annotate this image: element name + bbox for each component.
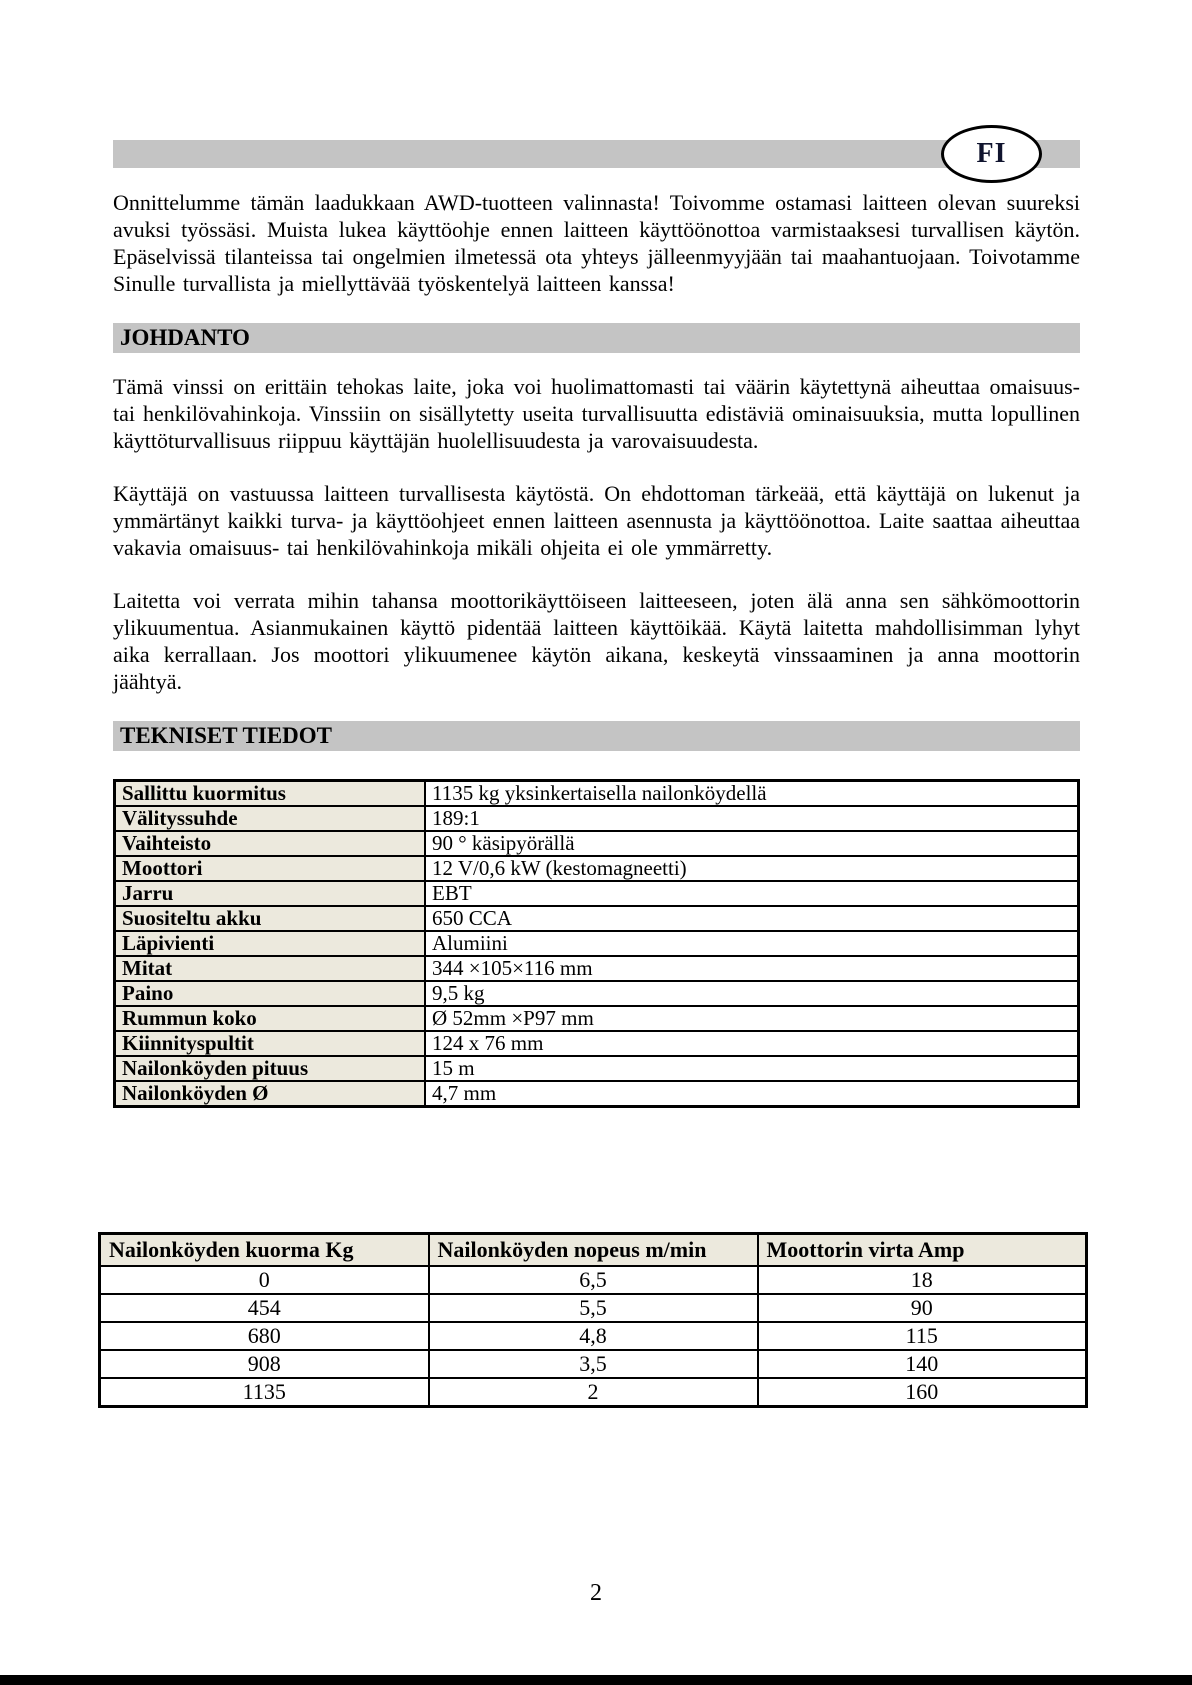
language-badge	[941, 125, 1042, 183]
technical-specs-body	[115, 781, 1079, 1107]
rope-load-cell: 908	[100, 1350, 429, 1378]
language-badge-label: FI	[976, 138, 1007, 169]
performance-header-cell: Moottorin virta Amp	[758, 1234, 1087, 1267]
performance-table-head	[100, 1234, 1087, 1267]
spec-label-cell: Nailonköyden Ø	[115, 1081, 426, 1107]
spec-label-cell: Rummun koko	[115, 1006, 426, 1031]
performance-table-body	[100, 1266, 1087, 1407]
technical-specs-table	[113, 779, 1080, 1108]
motor-current-cell: 115	[758, 1322, 1087, 1350]
performance-data-row	[100, 1266, 1087, 1294]
spec-value-cell: 90 ° käsipyörällä	[425, 831, 1079, 856]
performance-data-row	[100, 1322, 1087, 1350]
rope-speed-cell: 3,5	[429, 1350, 758, 1378]
spec-label-cell: Kiinnityspultit	[115, 1031, 426, 1056]
rope-load-cell: 680	[100, 1322, 429, 1350]
motor-current-cell: 160	[758, 1378, 1087, 1407]
spec-label-cell: Vaihteisto	[115, 831, 426, 856]
page-number: 2	[590, 1580, 602, 1606]
spec-value-cell: 650 CCA	[425, 906, 1079, 931]
spec-value-cell: Alumiini	[425, 931, 1079, 956]
spec-value-cell: Ø 52mm ×P97 mm	[425, 1006, 1079, 1031]
motor-current-cell: 90	[758, 1294, 1087, 1322]
spec-label-cell: Välityssuhde	[115, 806, 426, 831]
section-heading-johdanto: JOHDANTO	[113, 323, 1080, 353]
spec-row	[115, 781, 1079, 807]
spec-value-cell: 9,5 kg	[425, 981, 1079, 1006]
rope-speed-cell: 6,5	[429, 1266, 758, 1294]
spec-row	[115, 981, 1079, 1006]
spec-row	[115, 906, 1079, 931]
section-heading-tekniset-tiedot: TEKNISET TIEDOT	[113, 721, 1080, 751]
spec-value-cell: 189:1	[425, 806, 1079, 831]
motor-current-cell: 18	[758, 1266, 1087, 1294]
spec-label-cell: Paino	[115, 981, 426, 1006]
spec-label-cell: Läpivienti	[115, 931, 426, 956]
motor-current-cell: 140	[758, 1350, 1087, 1378]
performance-data-row	[100, 1378, 1087, 1407]
spec-label-cell: Sallittu kuormitus	[115, 781, 426, 807]
performance-header-cell: Nailonköyden nopeus m/min	[429, 1234, 758, 1267]
spec-row	[115, 806, 1079, 831]
spec-label-cell: Jarru	[115, 881, 426, 906]
spec-row	[115, 1056, 1079, 1081]
performance-header-cell: Nailonköyden kuorma Kg	[100, 1234, 429, 1267]
rope-speed-cell: 4,8	[429, 1322, 758, 1350]
spec-row	[115, 856, 1079, 881]
johdanto-paragraphs	[113, 373, 1080, 695]
spec-row	[115, 831, 1079, 856]
spec-label-cell: Moottori	[115, 856, 426, 881]
body-paragraph: Tämä vinssi on erittäin tehokas laite, joka voi huolimattomasti tai väärin käytettynä aiheuttaa omaisuus- tai henkilövahinkoja. Vinssiin on sisällytetty useita turvallisuutta edistäviä ominaisuuksia, mutta lopullinen käyttöturvallisuus riippuu käyttäjän huolellisuudesta ja varovaisuudesta.	[113, 374, 1080, 453]
spec-value-cell: 4,7 mm	[425, 1081, 1079, 1107]
rope-load-cell: 1135	[100, 1378, 429, 1407]
body-paragraph: Laitetta voi verrata mihin tahansa moottorikäyttöiseen laitteeseen, joten älä anna sen sähkömoottorin ylikuumentua. Asianmukainen käyttö pidentää laitteen käyttöikää. Käytä laitetta mahdollisimman lyhyt aika kerrallaan. Jos moottori ylikuumenee käytön aikana, keskeytä vinssaaminen ja anna moottorin jäähtyä.	[113, 588, 1080, 694]
performance-table	[98, 1232, 1088, 1408]
spec-value-cell: 344 ×105×116 mm	[425, 956, 1079, 981]
performance-data-row	[100, 1294, 1087, 1322]
body-paragraph: Käyttäjä on vastuussa laitteen turvallisesta käytöstä. On ehdottoman tärkeää, että käyttäjä on lukenut ja ymmärtänyt kaikki turva- ja käyttöohjeet ennen laitteen asennusta ja käyttöönottoa. Laite saattaa aiheuttaa vakavia omaisuus- tai henkilövahinkoja mikäli ohjeita ei ole ymmärretty.	[113, 481, 1080, 560]
rope-speed-cell: 5,5	[429, 1294, 758, 1322]
spec-row	[115, 1031, 1079, 1056]
spec-value-cell: 12 V/0,6 kW (kestomagneetti)	[425, 856, 1079, 881]
scan-edge-artifact	[0, 1675, 1192, 1685]
spec-label-cell: Nailonköyden pituus	[115, 1056, 426, 1081]
rope-speed-cell: 2	[429, 1378, 758, 1407]
spec-value-cell: 1135 kg yksinkertaisella nailonköydellä	[425, 781, 1079, 807]
performance-header-row	[100, 1234, 1087, 1267]
spec-value-cell: EBT	[425, 881, 1079, 906]
spec-label-cell: Mitat	[115, 956, 426, 981]
spec-row	[115, 956, 1079, 981]
spec-value-cell: 15 m	[425, 1056, 1079, 1081]
rope-load-cell: 0	[100, 1266, 429, 1294]
performance-data-row	[100, 1350, 1087, 1378]
manual-page-content	[109, 0, 1080, 1408]
spec-value-cell: 124 x 76 mm	[425, 1031, 1079, 1056]
spec-row	[115, 1006, 1079, 1031]
spec-row	[115, 1081, 1079, 1107]
spec-row	[115, 881, 1079, 906]
spec-label-cell: Suositeltu akku	[115, 906, 426, 931]
language-header-bar	[113, 140, 1080, 168]
spec-row	[115, 931, 1079, 956]
intro-paragraph: Onnittelumme tämän laadukkaan AWD-tuotteen valinnasta! Toivomme ostamasi laitteen olevan suureksi avuksi työssäsi. Muista lukea käyttöohje ennen laitteen käyttöönottoa varmistaaksesi turvallisen käytön. Epäselvissä tilanteissa tai ongelmien ilmetessä ota yhteys jälleenmyyjään tai maahantuojaan. Toivotamme Sinulle turvallista ja miellyttävää työskentelyä laitteen kanssa!	[113, 190, 1080, 296]
rope-load-cell: 454	[100, 1294, 429, 1322]
